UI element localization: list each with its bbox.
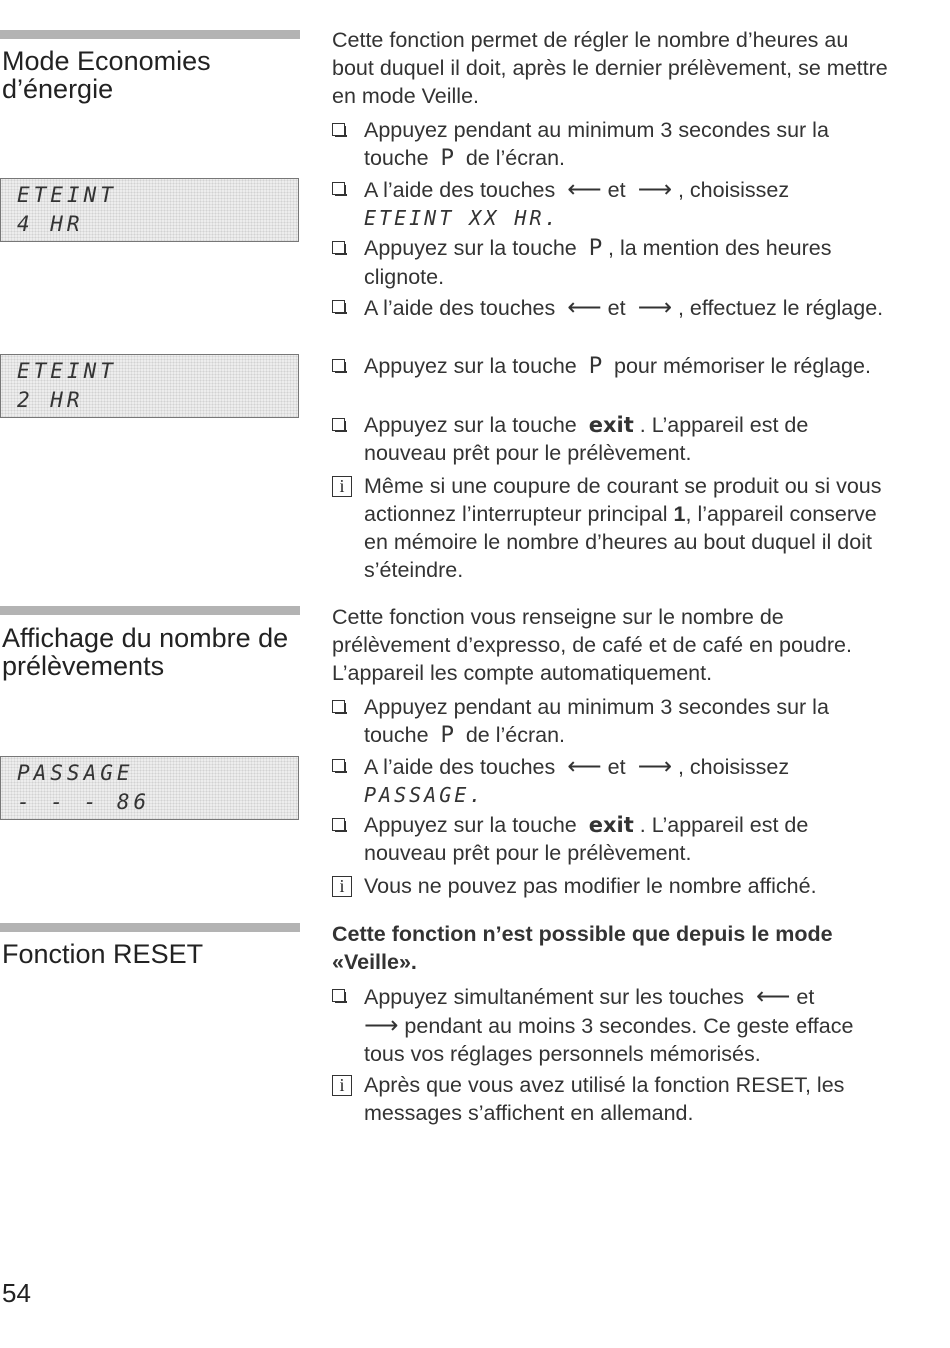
info-icon: i [332,476,352,497]
lcd-line-2: 2 HR [17,388,84,412]
left-arrow-icon: ⟵ [567,175,602,203]
step-item: Appuyez pendant au minimum 3 secondes sur la touche P de l’écran. [332,116,892,173]
right-arrow-icon: ⟶ [637,752,672,780]
section-title-reset: Fonction RESET [2,939,204,969]
checkbox-bullet-icon [332,359,345,372]
intro-paragraph: Cette fonction n’est possible que depuis le mode «Veille». [332,922,833,974]
info-icon: i [332,1075,352,1096]
lcd-line-2: - - - 86 [17,790,151,814]
step-item: A l’aide des touches ⟵ et ⟶ , choisissez PASSAGE. [332,752,892,809]
intro-paragraph: Cette fonction vous renseigne sur le nombre de prélèvement d’expresso, de café et de café en poudre. L’appareil les compte automatiquement. [332,605,852,685]
left-arrow-icon: ⟵ [567,752,602,780]
step-item: Appuyez sur la touche exit . L’appareil est de nouveau prêt pour le prélèvement. [332,411,892,467]
checkbox-bullet-icon [332,418,345,431]
checkbox-bullet-icon [332,759,345,772]
info-icon: i [332,876,352,897]
section-divider [0,30,300,39]
lcd-line-1: ETEINT [17,183,117,207]
p-key: P [588,354,603,379]
checkbox-bullet-icon [332,182,345,195]
display-code: PASSAGE. [364,783,485,807]
checkbox-bullet-icon [332,818,345,831]
step-item: A l’aide des touches ⟵ et ⟶ , choisissez ETEINT XX HR. [332,175,892,232]
lcd-display [0,756,299,820]
info-note: i Même si une coupure de courant se produit ou si vous actionnez l’interrupteur principal 1, l’appareil conserve en mémoire le nombre d’heures au bout duquel il doit s’éteindre. [332,472,892,584]
step-item: Appuyez sur la touche exit . L’appareil est de nouveau prêt pour le prélèvement. [332,811,892,867]
p-key: P [440,723,454,748]
step-item: A l’aide des touches ⟵ et ⟶ , effectuez le réglage. [332,293,892,322]
step-item: Appuyez sur la touche P , la mention des heures clignote. [332,234,892,291]
lcd-display [0,178,299,242]
exit-key: exit [588,813,634,837]
left-arrow-icon: ⟵ [756,982,791,1010]
section-divider [0,923,300,932]
left-arrow-icon: ⟵ [567,293,602,321]
checkbox-bullet-icon [332,700,345,713]
step-item: Appuyez simultanément sur les touches ⟵ et ⟶ pendant au moins 3 secondes. Ce geste efface tous vos réglages personnels mémorisés. [332,982,892,1068]
section-title-eco: Mode Economies d’énergie [2,46,211,104]
display-code: ETEINT XX HR. [364,206,560,230]
checkbox-bullet-icon [332,300,345,313]
info-note: i Vous ne pouvez pas modifier le nombre affiché. [332,872,892,900]
lcd-line-1: PASSAGE [17,761,134,785]
right-arrow-icon: ⟶ [364,1011,399,1039]
p-key: P [440,146,454,171]
lcd-display [0,354,299,418]
exit-key: exit [588,413,634,437]
checkbox-bullet-icon [332,989,345,1002]
lcd-line-1: ETEINT [17,359,117,383]
section-divider [0,606,300,615]
checkbox-bullet-icon [332,123,345,136]
right-arrow-icon: ⟶ [637,175,672,203]
intro-paragraph: Cette fonction permet de régler le nombre d’heures au bout duquel il doit, après le dernier prélèvement, se mettre en mode Veille. [332,28,888,108]
section-title-count: Affichage du nombre de prélèvements [2,623,289,681]
page-number: 54 [2,1278,31,1308]
lcd-line-2: 4 HR [17,212,84,236]
right-arrow-icon: ⟶ [637,293,672,321]
p-key: P [588,236,603,261]
info-note: i Après que vous avez utilisé la fonction RESET, les messages s’affichent en allemand. [332,1071,892,1127]
step-item: Appuyez pendant au minimum 3 secondes sur la touche P de l’écran. [332,693,892,750]
checkbox-bullet-icon [332,241,345,254]
step-item: Appuyez sur la touche P pour mémoriser le réglage. [332,352,892,381]
